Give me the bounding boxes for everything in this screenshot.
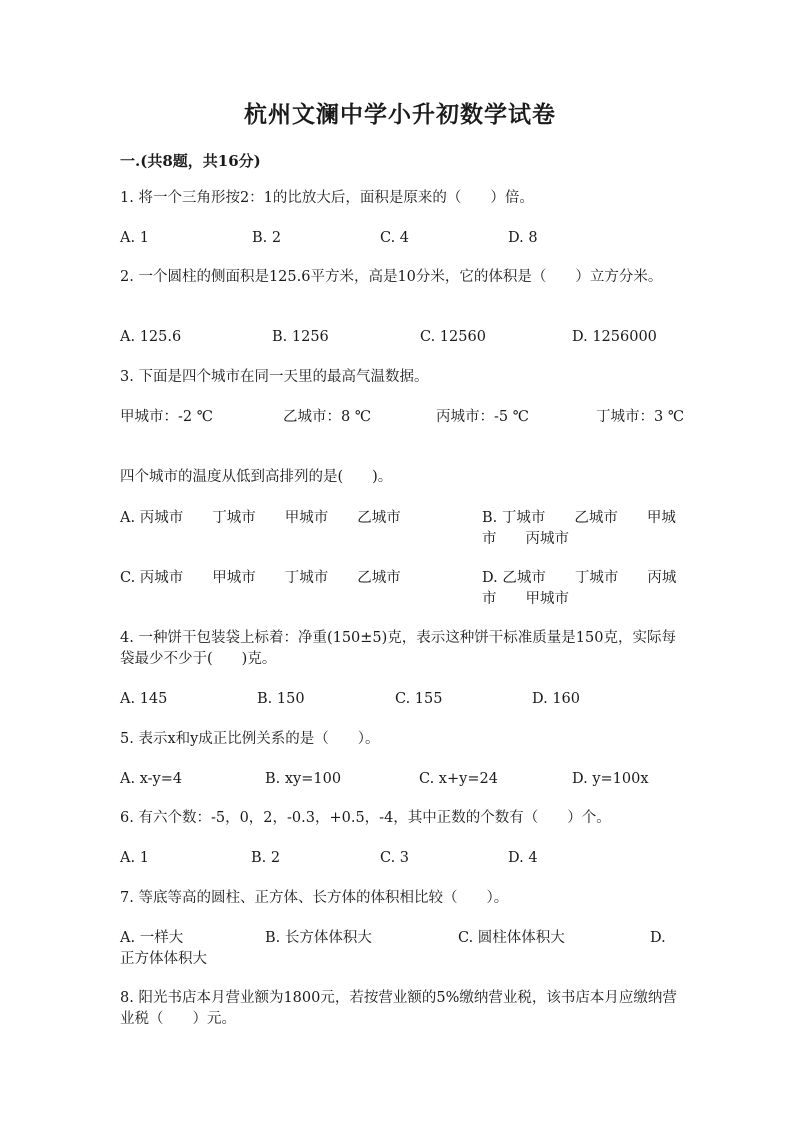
option-c[interactable]: C. 12560 (420, 329, 486, 345)
section-heading: 一.(共8题，共16分) (120, 152, 261, 170)
option-a[interactable]: A. 丙城市 丁城市 甲城市 乙城市 (120, 510, 401, 526)
option-d[interactable]: D. 160 (532, 691, 581, 707)
option-d[interactable]: D. 正方体体积大 (120, 930, 666, 967)
question-2-options (120, 327, 680, 348)
city-temperatures (120, 407, 685, 449)
question-7-options (120, 928, 680, 970)
question-1-stem: 1. 将一个三角形按2：1的比放大后，面积是原来的（ ）倍。 (120, 190, 534, 206)
option-b[interactable]: B. 2 (251, 850, 281, 866)
question-4-options (120, 689, 680, 710)
option-a[interactable]: A. 一样大 (120, 930, 184, 946)
exam-title: 杭州文澜中学小升初数学试卷 (244, 101, 556, 128)
city-bing-temp: 丙城市：-5 ℃ (436, 409, 529, 425)
question-3-stem: 3. 下面是四个城市在同一天里的最高气温数据。 (120, 369, 429, 385)
city-jia-temp: 甲城市：-2 ℃ (120, 409, 213, 425)
option-a[interactable]: A. x-y=4 (120, 771, 183, 787)
option-b[interactable]: B. 丁城市 乙城市 甲城市 丙城市 (482, 510, 676, 547)
question-1-options (120, 228, 680, 249)
option-b[interactable]: B. 2 (252, 230, 282, 246)
option-d[interactable]: D. 4 (508, 850, 538, 866)
question-4-stem: 4. 一种饼干包装袋上标着：净重(150±5)克，表示这种饼干标准质量是150克，实际每袋最少不少于( )克。 (120, 630, 676, 667)
option-d[interactable]: D. 1256000 (572, 329, 657, 345)
option-b[interactable]: B. 1256 (272, 329, 329, 345)
question-6-options (120, 848, 680, 869)
option-d[interactable]: D. y=100x (572, 771, 649, 787)
question-3-sub-stem: 四个城市的温度从低到高排列的是( )。 (120, 469, 393, 485)
option-c[interactable]: C. 155 (395, 691, 443, 707)
option-d[interactable]: D. 8 (508, 230, 538, 246)
option-a[interactable]: A. 125.6 (120, 329, 182, 345)
option-c[interactable]: C. x+y=24 (419, 771, 498, 787)
option-b[interactable]: B. 长方体体积大 (265, 930, 372, 946)
question-7-stem: 7. 等底等高的圆柱、正方体、长方体的体积相比较（ ）。 (120, 890, 509, 906)
option-b[interactable]: B. 150 (257, 691, 305, 707)
question-6-stem: 6. 有六个数：-5，0，2，-0.3，+0.5，-4，其中正数的个数有（ ）个。 (120, 810, 611, 826)
option-c[interactable]: C. 4 (380, 230, 410, 246)
question-8-stem: 8. 阳光书店本月营业额为1800元，若按营业额的5%缴纳营业税，该书店本月应缴纳营业税（ ）元。 (120, 990, 677, 1027)
option-d[interactable]: D. 乙城市 丁城市 丙城市 甲城市 (482, 570, 677, 607)
option-a[interactable]: A. 145 (120, 691, 168, 707)
question-5-stem: 5. 表示x和y成正比例关系的是（ ）。 (120, 731, 380, 747)
option-a[interactable]: A. 1 (120, 230, 149, 246)
option-a[interactable]: A. 1 (120, 850, 149, 866)
option-c[interactable]: C. 3 (380, 850, 410, 866)
question-2-stem: 2. 一个圆柱的侧面积是125.6平方米，高是10分米，它的体积是（ ）立方分米。 (120, 269, 663, 285)
option-b[interactable]: B. xy=100 (265, 771, 342, 787)
city-ding-temp: 丁城市：3 ℃ (596, 409, 685, 425)
option-c[interactable]: C. 丙城市 甲城市 丁城市 乙城市 (120, 570, 401, 586)
option-c[interactable]: C. 圆柱体体积大 (458, 930, 565, 946)
question-5-options (120, 769, 680, 790)
city-yi-temp: 乙城市：8 ℃ (283, 409, 372, 425)
